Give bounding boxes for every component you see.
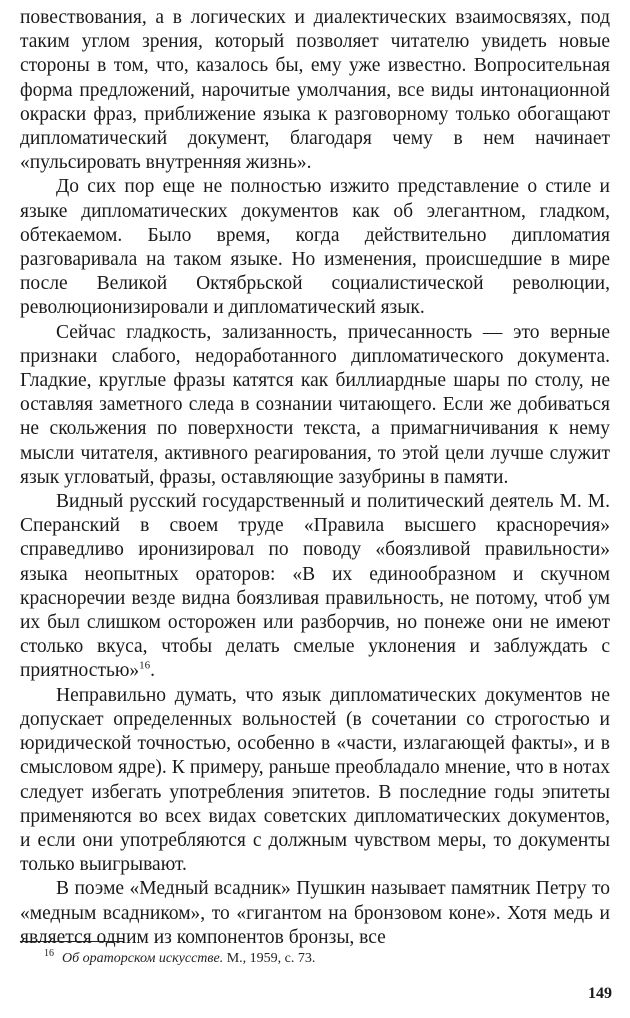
paragraph-6: В поэме «Медный всадник» Пушкин называет памятник Петру то «медным всадником», то «гигантом на бронзовом коне». Хотя медь и является одним из компонентов бронзы, все <box>20 878 610 948</box>
paragraph-2: До сих пор еще не полностью изжито представление о стиле и языке дипломатических документов как об элегантном, гладком, обтекаемом. Было время, когда действительно дипломатия разговаривала на таком языке. Но изменения, происшедшие в мире после Великой Октябрьской социалистической революции, революционизировали и дипломатический язык. <box>20 176 610 319</box>
paragraph-1: повествования, а в логических и диалектических взаимосвязях, под таким углом зрения, который позволяет читателю увидеть новые стороны в том, что, казалось бы, ему уже известно. Вопросительная форма предложений, нарочитые умолчания, все виды интонационной окраски фраз, приближение языка к разговорному только обогащают дипломатический документ, благодаря чему в нем начинает «пульсировать внутренняя жизнь». <box>20 7 610 174</box>
footnote-source: М., 1959, с. 73. <box>223 951 316 966</box>
footnote-reference: 16 <box>139 659 151 672</box>
paragraph-3: Сейчас гладкость, зализанность, причесанность — это верные признаки слабого, недоработанного дипломатического документа. Гладкие, круглые фразы катятся как биллиардные шары по столу, не оставляя заметного следа в сознании читающего. Если же добиваться не скольжения по поверхности текста, а примагничивания к нему мысли читателя, активного реагирования, то этой цели лучше служит язык угловатый, фразы, оставляющие зазубрины в памяти. <box>20 321 610 488</box>
paragraph-4 <box>20 490 610 684</box>
paragraph-4-text: Видный русский государственный и политический деятель М. М. Сперанский в своем труде «Правила высшего красноречия» справедливо иронизировал по поводу «боязливой правильности» языка неопытных ораторов: «В их единообразном и скучном красноречии везде видна боязливая правильность, не потому, чтоб ум их был слишком осторожен или разборчив, но понеже они не имеют столько вкуса, чтобы делать смелые уклонения и заблуждать с приятностью» <box>20 491 610 682</box>
page-body <box>20 6 610 950</box>
footnote-mark: 16 <box>44 948 54 960</box>
footnote-divider <box>20 941 124 942</box>
paragraph-5: Неправильно думать, что язык дипломатических документов не допускает определенных вольностей (в сочетании со строгостью и юридической точностью, особенно в «части, излагающей факты», и в смысловом ядре). К примеру, раньше преобладало мнение, что в нотах следует избегать употребления эпитетов. В последние годы эпитеты применяются во всех видах советских дипломатических документов, и если они употребляются с должным чувством меры, то документы только выигрывают. <box>20 684 610 876</box>
paragraph-4-tail: . <box>150 660 156 682</box>
footnote <box>44 950 315 968</box>
footnote-title: Об ораторском искусстве. <box>62 951 224 966</box>
page-number: 149 <box>588 985 612 1002</box>
